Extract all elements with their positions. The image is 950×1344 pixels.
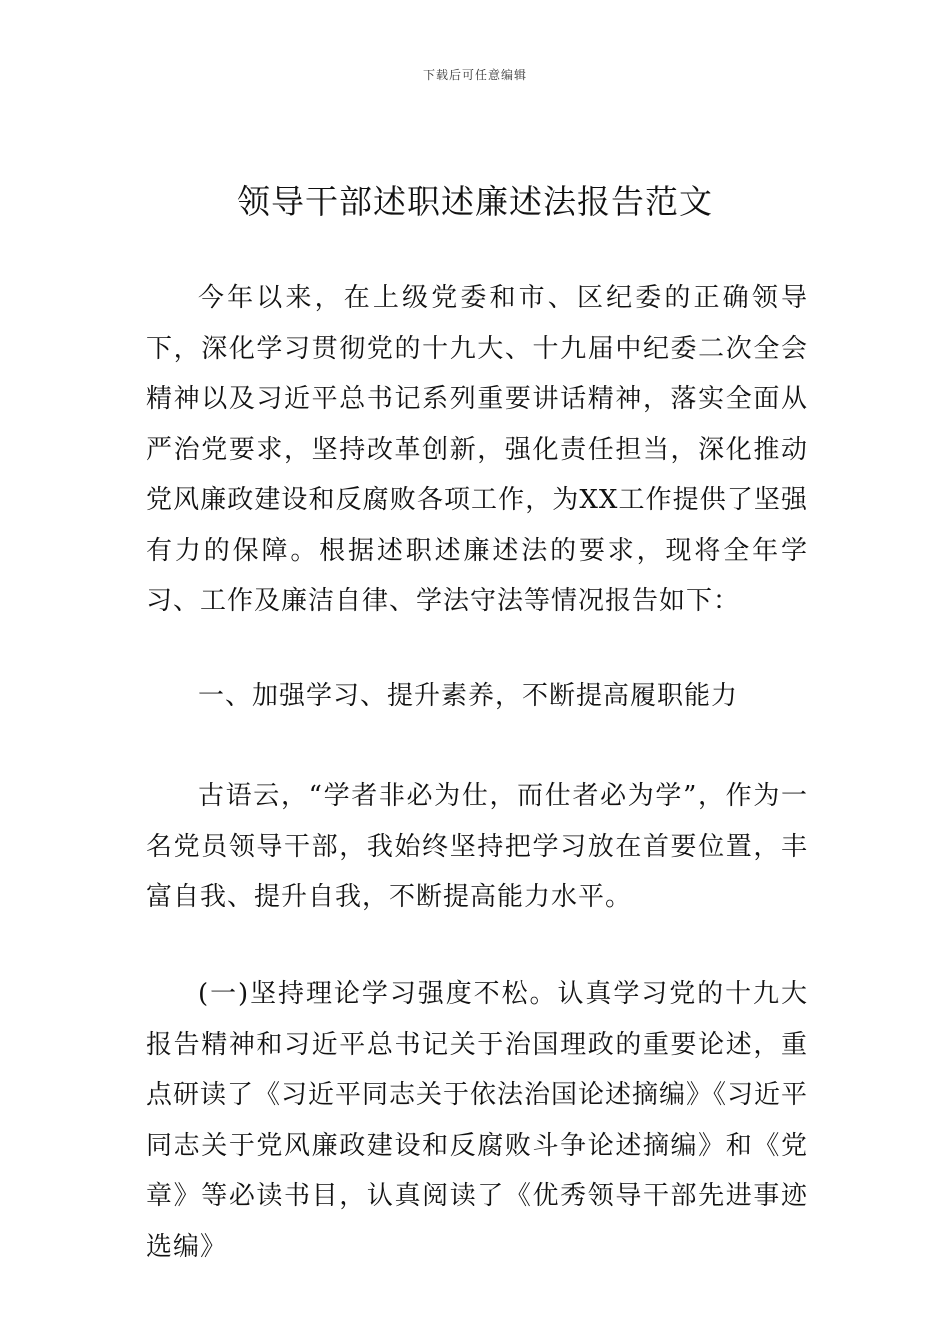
paragraph-subsection-1: (一)坚持理论学习强度不松。认真学习党的十九大报告精神和习近平总书记关于治国理政的重要论述，重点研读了《习近平同志关于依法治国论述摘编》《习近平同志关于党风廉政建设和反腐败斗争论述摘编》和《党章》等必读书目，认真阅读了《优秀领导干部先进事迹选编》 bbox=[146, 979, 809, 1262]
page-header-note: 下载后可任意编辑 bbox=[422, 68, 527, 82]
paragraph-intro: 今年以来，在上级党委和市、区纪委的正确领导下，深化学习贯彻党的十九大、十九届中纪委二次全会精神以及习近平总书记系列重要讲话精神，落实全面从严治党要求，坚持改革创新，强化责任担当，深化推动党风廉政建设和反腐败各项工作，为XX工作提供了坚强有力的保障。根据述职述廉述法的要求，现将全年学习、工作及廉洁自律、学法守法等情况报告如下： bbox=[146, 283, 808, 616]
section-heading-1: 一、加强学习、提升素养，不断提高履职能力 bbox=[198, 681, 739, 711]
paragraph-section-1-intro: 古语云，“学者非必为仕，而仕者必为学”，作为一名党员领导干部，我始终坚持把学习放在首要位置，丰富自我、提升自我，不断提高能力水平。 bbox=[146, 781, 808, 912]
document-title: 领导干部述职述廉述法报告范文 bbox=[237, 182, 713, 221]
